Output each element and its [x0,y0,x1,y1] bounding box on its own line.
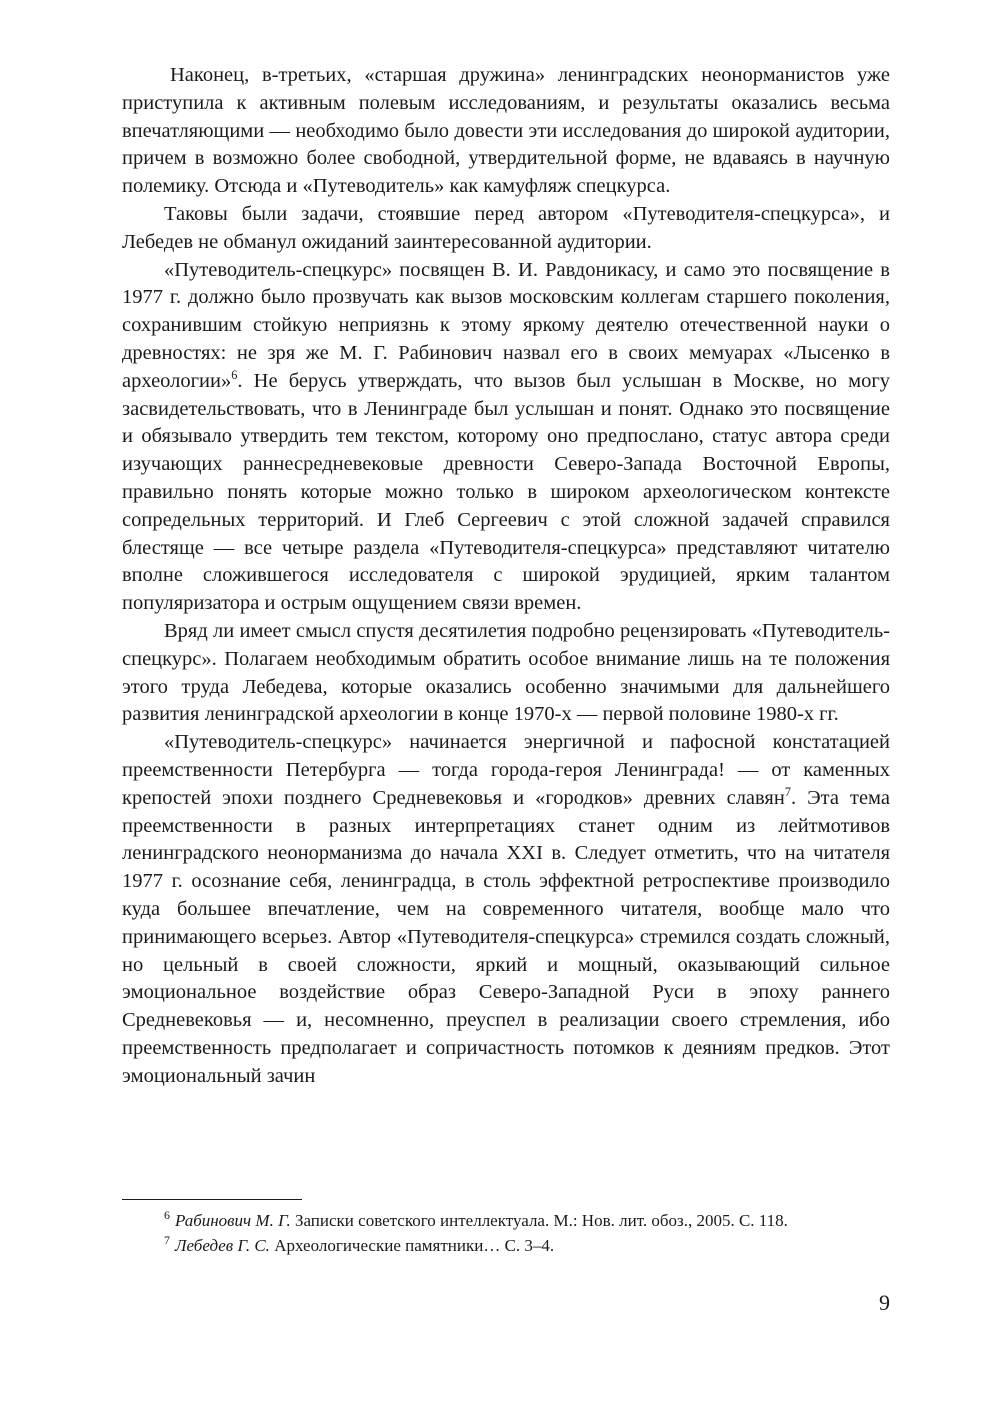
paragraph-3 [122,257,890,618]
paragraph-1: Наконец, в-третьих, «старшая дружина» ленинградских неонорманистов уже приступила к активным полевым исследованиям, и результаты оказались весьма впечатляющими — необходимо было довести эти исследования до широкой аудитории, причем в возможно более свободной, утвердительной форме, не вдаваясь в научную полемику. Отсюда и «Путеводитель» как камуфляж спецкурса. [122,64,890,198]
paragraph-5-text-after: . Эта тема преемственности в разных интерпретациях станет одним из лейтмотивов ленинградского неонорманизма до начала XXI в. Следует отметить, что на читателя 1977 г. осознание себя, ленинградца, в столь эффектной ретроспективе производило куда большее впечатление, чем на современного читателя, вообще мало что принимающего всерьез. Автор «Путеводителя-спецкурса» стремился создать сложный, но цельный в своей сложности, яркий и мощный, оказывающий сильное эмоциональное воздействие образ Северо-Западной Руси в эпоху раннего Средневековья — и, несомненно, преуспел в реализации своего стремления, ибо преемственность предполагает и сопричастность потомков к деяниям предков. Этот эмоциональный зачин [122,786,890,1087]
main-text [122,62,890,1090]
footnotes [122,1208,890,1258]
paragraph-3-text-before: «Путеводитель-спецкурс» посвящен В. И. Равдоникасу, и само это посвящение в 1977 г. должно было прозвучать как вызов московским коллегам старшего поколения, сохранившим стойкую неприязнь к этому яркому деятелю отечественной науки о древностях: не зря же М. Г. Рабинович назвал его в своих мемуарах «Лысенко в археологии» [122,258,890,392]
footnote-ref-6[interactable]: 6 [231,367,238,382]
paragraph-5-text-before: «Путеводитель-спецкурс» начинается энергичной и пафосной констатацией преемственности Петербурга — тогда города-героя Ленинграда! — от каменных крепостей эпохи позднего Средневековья и «городков» древних славян [122,731,890,809]
footnote-number: 7 [164,1233,170,1248]
footnote-author: Рабинович М. Г. [174,1211,291,1230]
paragraph-3-text-after: . Не берусь утверждать, что вызов был услышан в Москве, но могу засвидетельствовать, что в Ленинграде был услышан и понят. Однако это посвящение и обязывало утвердить тем текстом, которому оно предпослано, статус автора среди изучающих раннесредневековые древности Северо-Запада Восточной Европы, правильно понять которые можно только в широком археологическом контексте сопредельных территорий. И Глеб Сергеевич с этой сложной задачей справился блестяще — все четыре раздела «Путеводителя-спецкурса» представляют читателю вполне сложившегося исследователя с широкой эрудицией, ярким талантом популяризатора и острым ощущением связи времен. [122,369,890,615]
footnote-text: Записки советского интеллектуала. М.: Нов. лит. обоз., 2005. С. 118. [290,1211,788,1230]
footnote-author: Лебедев Г. С. [174,1236,270,1255]
footnote-divider [122,1199,302,1200]
paragraph-4: Вряд ли имеет смысл спустя десятилетия подробно рецензировать «Путеводитель-спецкурс». Полагаем необходимым обратить особое внимание лишь на те положения этого труда Лебедева, которые оказались особенно значимыми для дальнейшего развития ленинградской археологии в конце 1970-х — первой половине 1980-х гг. [122,619,890,726]
page-number: 9 [879,1290,890,1315]
footnote-6 [122,1208,890,1233]
paragraph-2: Таковы были задачи, стоявшие перед автором «Путеводителя-спецкурса», и Лебедев не обманул ожиданий заинтересованной аудитории. [122,202,890,253]
footnote-ref-7[interactable]: 7 [784,784,791,799]
footnote-text: Археологические памятники… С. 3–4. [269,1236,555,1255]
footnote-7 [122,1233,890,1258]
footnote-number: 6 [164,1208,170,1223]
paragraph-5 [122,729,890,1090]
